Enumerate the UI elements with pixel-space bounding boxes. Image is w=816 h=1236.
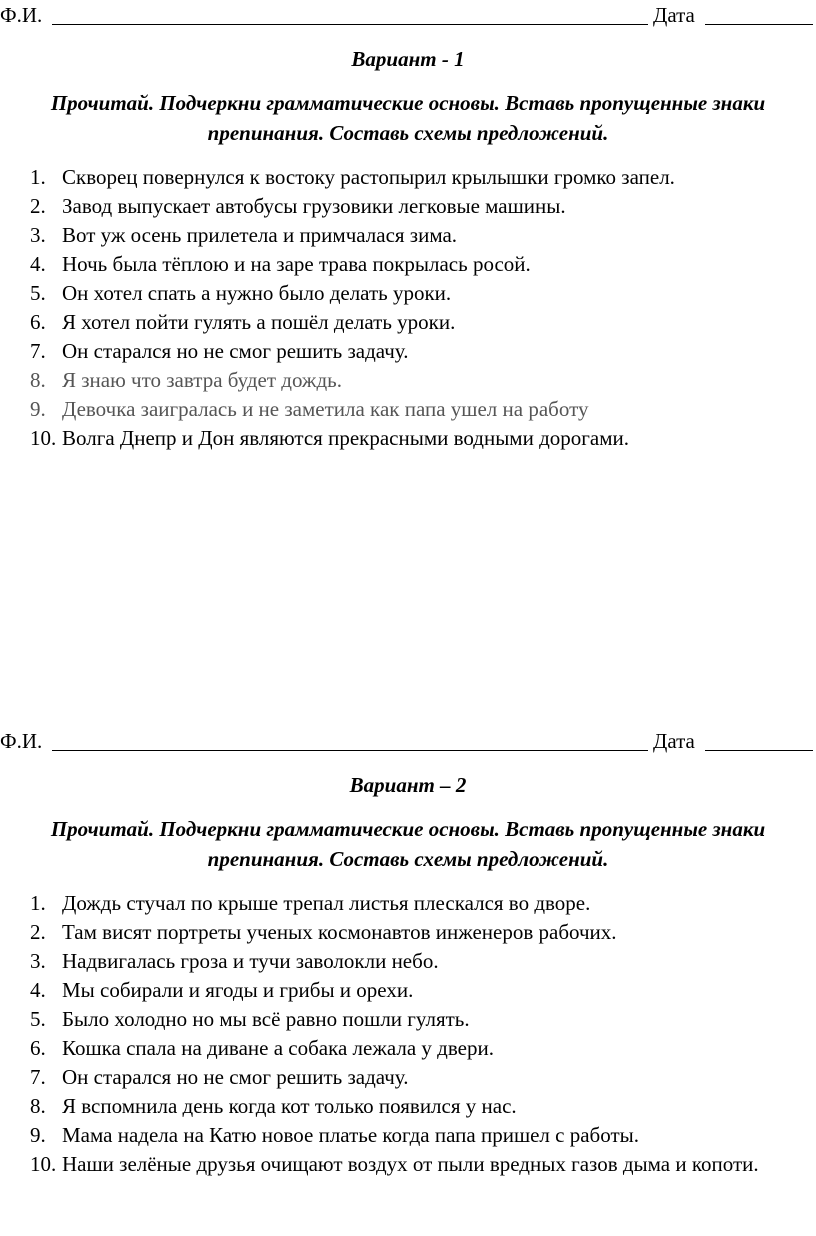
sentence-number: 5. [30,281,46,305]
sentence-item [0,424,816,453]
sentence-number: 3. [30,949,46,973]
sentence-text: Надвигалась гроза и тучи заволокли небо. [62,949,439,973]
sentence-text: Мы собирали и ягоды и грибы и орехи. [62,978,414,1002]
sentence-text: Волга Днепр и Дон являются прекрасными водными дорогами. [62,426,629,450]
sentence-number: 9. [30,397,46,421]
name-label: Ф.И. [0,729,43,753]
sentence-item [0,308,816,337]
sentence-item [0,221,816,250]
sentence-item [0,366,816,395]
date-label: Дата [653,3,695,27]
date-blank-field[interactable] [705,24,813,25]
name-blank-field[interactable] [52,24,648,25]
sentence-text: Я знаю что завтра будет дождь. [62,368,342,392]
name-label: Ф.И. [0,3,43,27]
sentence-text: Наши зелёные друзья очищают воздух от пыли вредных газов дыма и копоти. [62,1152,759,1176]
sentence-item [0,279,816,308]
sentence-number: 4. [30,978,46,1002]
sentence-number: 2. [30,920,46,944]
sentence-item [0,192,816,221]
sentence-item [0,1034,816,1063]
sentence-number: 7. [30,339,46,363]
variant-title: Вариант – 2 [349,773,467,797]
sentence-item [0,337,816,366]
sentence-list [0,889,816,1179]
sentence-item [0,1121,816,1150]
sentence-text: Скворец повернулся к востоку растопырил крылышки громко запел. [62,165,675,189]
task-instruction: Прочитай. Подчеркни грамматические основы. Вставь пропущенные знаки препинания. Составь схемы предложений. [50,817,766,871]
sentence-number: 8. [30,368,46,392]
sentence-number: 6. [30,1036,46,1060]
name-blank-field[interactable] [52,750,648,751]
sentence-item [0,889,816,918]
sentence-item [0,918,816,947]
sentence-item [0,163,816,192]
sentence-item [0,947,816,976]
sentence-item [0,395,816,424]
date-blank-field[interactable] [705,750,813,751]
sentence-number: 9. [30,1123,46,1147]
name-date-line [0,726,816,756]
sentence-number: 6. [30,310,46,334]
task-instruction: Прочитай. Подчеркни грамматические основы. Вставь пропущенные знаки препинания. Составь схемы предложений. [50,91,766,145]
sentence-text: Завод выпускает автобусы грузовики легковые машины. [62,194,566,218]
sentence-number: 3. [30,223,46,247]
sentence-number: 1. [30,891,46,915]
sentence-item [0,1092,816,1121]
sentence-number: 8. [30,1094,46,1118]
name-date-line [0,0,816,30]
sentence-text: Вот уж осень прилетела и примчалася зима. [62,223,458,247]
sentence-text: Мама надела на Катю новое платье когда папа пришел с работы. [62,1123,639,1147]
sentence-list [0,163,816,453]
sentence-number: 10. [30,426,57,450]
sentence-number: 5. [30,1007,46,1031]
sentence-item [0,1005,816,1034]
sentence-text: Кошка спала на диване а собака лежала у двери. [62,1036,494,1060]
sentence-text: Я вспомнила день когда кот только появился у нас. [62,1094,517,1118]
sentence-text: Девочка заигралась и не заметила как папа ушел на работу [62,397,589,421]
sentence-text: Он хотел спать а нужно было делать уроки. [62,281,452,305]
sentence-text: Ночь была тёплою и на заре трава покрылась росой. [62,252,531,276]
sentence-number: 1. [30,165,46,189]
sentence-item [0,976,816,1005]
sentence-text: Он старался но не смог решить задачу. [62,339,409,363]
sentence-item [0,250,816,279]
variant-title: Вариант - 1 [351,47,465,71]
sentence-number: 2. [30,194,46,218]
sentence-text: Он старался но не смог решить задачу. [62,1065,409,1089]
sentence-text: Я хотел пойти гулять а пошёл делать уроки. [62,310,456,334]
sentence-number: 7. [30,1065,46,1089]
sentence-text: Было холодно но мы всё равно пошли гулять. [62,1007,470,1031]
sentence-number: 4. [30,252,46,276]
sentence-item [0,1063,816,1092]
sentence-item [0,1150,816,1179]
sentence-number: 10. [30,1152,57,1176]
date-label: Дата [653,729,695,753]
sentence-text: Дождь стучал по крыше трепал листья плескался во дворе. [62,891,591,915]
sentence-text: Там висят портреты ученых космонавтов инженеров рабочих. [62,920,617,944]
